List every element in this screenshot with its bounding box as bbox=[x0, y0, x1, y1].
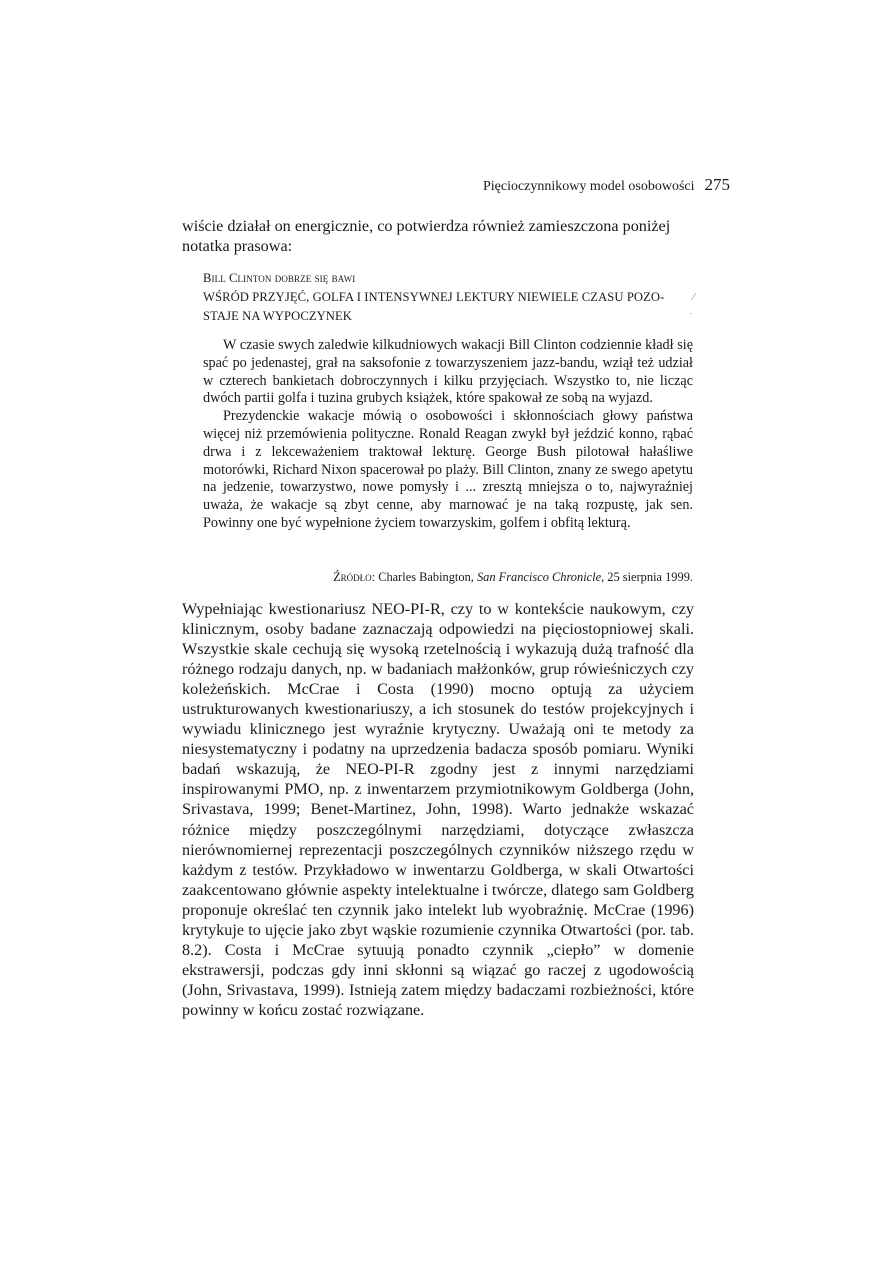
quote-heading-subtitle: WŚRÓD PRZYJĘĆ, GOLFA I INTENSYWNEJ LEKTURY NIEWIELE CZASU POZO-STAJE NA WYPOCZYNEK bbox=[203, 290, 665, 323]
lead-paragraph: wiście działał on energicznie, co potwierdza również zamieszczona poniżej notatka prasowa: bbox=[182, 217, 671, 255]
running-header bbox=[483, 175, 730, 195]
source-author: Charles Babington, bbox=[378, 570, 474, 584]
quote-source bbox=[203, 570, 693, 585]
source-label: Źródło: bbox=[333, 570, 376, 584]
quote-heading-title: Bill Clinton dobrze się bawi bbox=[203, 271, 356, 285]
quote-paragraph: W czasie swych zaledwie kilkudniowych wakacji Bill Clinton codziennie kładł się spać po jedenastej, grał na saksofonie z towarzyszeniem jazz-bandu, wziął też udział w czterech bankietach dobroczynnych i kilku przyjęciach. Wszystko to, nie licząc dwóch partii golfa i tuzina grubych książek, które spakował ze sobą na wyjazd. bbox=[203, 337, 693, 407]
main-paragraph-container bbox=[182, 599, 694, 1020]
scan-mark: ⁄ bbox=[693, 292, 695, 303]
page-number: 275 bbox=[704, 175, 730, 194]
running-title: Pięcioczynnikowy model osobowości bbox=[482, 179, 695, 194]
quote-paragraph: Prezydenckie wakacje mówią o osobowości i skłonnościach głowy państwa więcej niż przemówienia polityczne. Ronald Reagan zwykł był jeździć konno, rąbać drwa i z lekceważeniem traktował lekturę. George Bush pilotował hałaśliwe motorówki, Richard Nixon spacerował po plaży. Bill Clinton, znany ze swego apetytu na jedzenie, towarzystwo, nowe pomysły i ... zresztą mniejsza o to, najwyraźniej uważa, że wakacje są zbyt cenne, aby marnować je na taką rozpustę, jak sen. Powinny one być wypełnione życiem towarzyskim, golfem i obfitą lekturą. bbox=[203, 408, 693, 531]
scan-mark: · bbox=[689, 308, 693, 319]
quote-body bbox=[203, 337, 693, 533]
source-date: 25 sierpnia 1999. bbox=[607, 570, 693, 584]
quote-heading bbox=[203, 269, 693, 326]
source-publication: San Francisco Chronicle, bbox=[476, 570, 605, 584]
main-paragraph: Wypełniając kwestionariusz NEO-PI-R, czy to w kontekście naukowym, czy klinicznym, osoby badane zaznaczają odpowiedzi na pięciostopniowej skali. Wszystkie skale cechują się wysoką rzetelnością i wykazują dużą trafność dla różnego rodzaju danych, np. w badaniach małżonków, grup rówieśniczych czy koleżeńskich. McCrae i Costa (1990) mocno optują za użyciem ustrukturowanych kwestionariuszy, a ich stosunek do testów projekcyjnych i wywiadu klinicznego jest wyraźnie krytyczny. Uważają oni te metody za niesystematyczny i podatny na uprzedzenia badacza sposób pomiaru. Wyniki badań wskazują, że NEO-PI-R zgodny jest z innymi narzędziami inspirowanymi PMO, np. z inwentarzem przymiotnikowym Goldberga (John, Srivastava, 1999; Benet-Martinez, John, 1998). Warto jednakże wskazać różnice między poszczególnymi narzędziami, dotyczące zwłaszcza nierównomiernej reprezentacji poszczególnych czynników niższego rzędu w każdym z testów. Przykładowo w inwentarzu Goldberga, w skali Otwartości zaakcentowano głównie aspekty intelektualne i twórcze, dlatego sam Goldberg proponuje określać ten czynnik jako intelekt lub wyobraźnię. McCrae (1996) krytykuje to ujęcie jako zbyt wąskie rozumienie czynnika Otwartości (por. tab. 8.2). Costa i McCrae sytuują ponadto czynnik „ciepło” w domenie ekstrawersji, podczas gdy inni skłonni są wiązać go raczej z ugodowością (John, Srivastava, 1999). Istnieją zatem między badaczami rozbieżności, które powinny w końcu zostać rozwiązane. bbox=[182, 600, 694, 1019]
